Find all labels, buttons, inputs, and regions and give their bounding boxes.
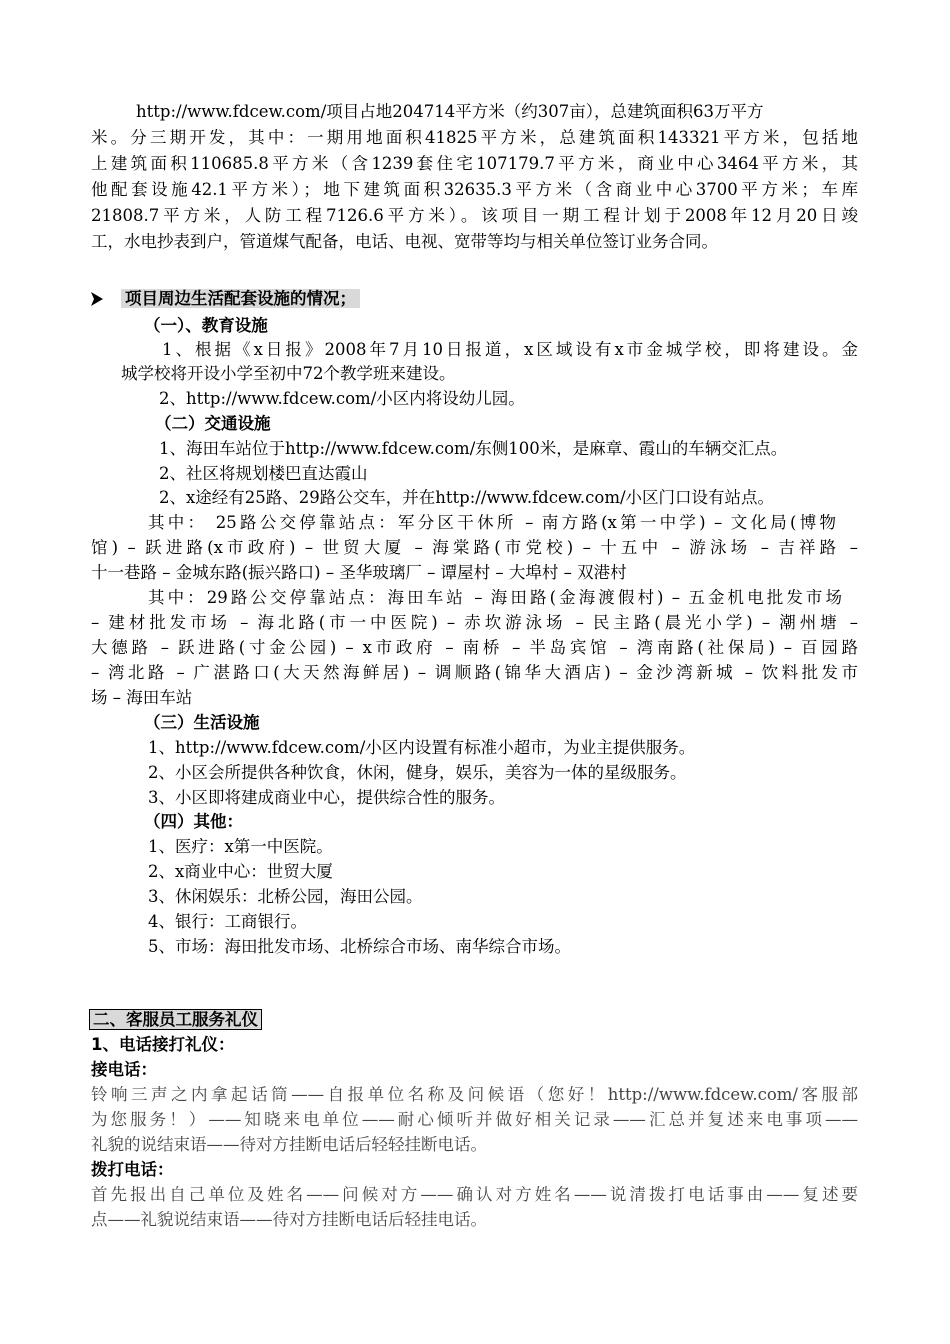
living-item-2: 2、小区会所提供各种饮食，休闲，健身，娱乐，美容为一体的星级服务。 [148,763,687,782]
transport-title: （二）交通设施 [155,414,271,433]
etiquette-section-title-text: 二、客服员工服务礼仪 [89,1009,262,1030]
intro-line-1: http://www.fdcew.com/项目占地204714平方米（约307亩），总建筑面积63万平方 [136,102,764,121]
arrow-bullet-icon [91,292,103,306]
phone-etiquette-title: 1、电话接打礼仪： [91,1035,235,1054]
transport-item-3: 2、x途经有25路、29路公交车，并在http://www.fdcew.com/小区门口设有站点。 [159,488,775,507]
facilities-heading-text: 项目周边生活配套设施的情况； [121,289,360,308]
transport-item-2: 2、社区将规划楼巴直达霞山 [159,464,368,483]
facilities-heading [121,287,360,311]
incoming-call-title: 接电话： [91,1060,157,1079]
bus29-line-1: 其中：29路公交停靠站点：海田车站 – 海田路(金海渡假村) – 五金机电批发市场 [148,588,842,607]
other-item-3: 3、休闲娱乐：北桥公园，海田公园。 [148,887,423,906]
education-item-1-line-2: 城学校将开设小学至初中72个教学班来建设。 [121,364,456,383]
bus25-line-2: 馆) – 跃进路(x市政府) – 世贸大厦 – 海棠路(市党校) – 十五中 – 游泳场 – 吉祥路 – [91,538,858,557]
outgoing-call-title: 拨打电话： [91,1160,174,1179]
incoming-call-line-3: 礼貌的说结束语——待对方挂断电话后轻轻挂断电话。 [91,1135,487,1154]
intro-line-6: 工，水电抄表到户，管道煤气配备，电话、电视、宽带等均与相关单位签订业务合同。 [91,232,718,251]
living-title: （三）生活设施 [144,713,260,732]
other-item-4: 4、银行：工商银行。 [148,912,307,931]
intro-line-5: 21808.7平方米，人防工程7126.6平方米）。该项目一期工程计划于2008年12月20日竣 [91,206,858,225]
education-item-1-line-1: 1、根据《x日报》2008年7月10日报道，x区域设有x市金城学校，即将建设。金 [162,340,858,359]
bus29-line-5: 场 – 海田车站 [91,688,193,707]
education-title: （一）、教育设施 [144,316,268,335]
outgoing-call-line-1: 首先报出自己单位及姓名——问候对方——确认对方姓名——说清拨打电话事由——复述要 [91,1185,858,1204]
bus25-line-1: 其中： 25路公交停靠站点：军分区干休所 – 南方路(x第一中学) – 文化局(博物 [148,513,836,532]
transport-item-1: 1、海田车站位于http://www.fdcew.com/东侧100米，是麻章、霞山的车辆交汇点。 [159,439,788,458]
other-item-5: 5、市场：海田批发市场、北桥综合市场、南华综合市场。 [148,937,571,956]
etiquette-section-title [89,1008,262,1032]
education-item-2: 2、http://www.fdcew.com/小区内将设幼儿园。 [159,389,525,408]
bus25-line-3: 十一巷路 – 金城东路(振兴路口) – 圣华玻璃厂 – 谭屋村 – 大埠村 – 双港村 [91,563,627,582]
living-item-1: 1、http://www.fdcew.com/小区内设置有标准小超市，为业主提供服务。 [148,738,696,757]
outgoing-call-line-2: 点——礼貌说结束语——待对方挂断电话后轻挂电话。 [91,1210,487,1229]
intro-line-2: 米。分三期开发，其中：一期用地面积41825平方米，总建筑面积143321平方米，包括地 [91,128,858,147]
bus29-line-2: – 建材批发市场 – 海北路(市一中医院) – 赤坎游泳场 – 民主路(晨光小学) – 潮州塘 – [91,613,858,632]
incoming-call-line-2: 为您服务！）——知晓来电单位——耐心倾听并做好相关记录——汇总并复述来电事项—— [91,1110,858,1129]
other-item-2: 2、x商业中心：世贸大厦 [148,862,333,881]
incoming-call-line-1: 铃响三声之内拿起话筒——自报单位名称及问候语（您好！http://www.fdcew.com/客服部 [91,1085,858,1104]
other-title: （四）其他： [144,812,243,831]
intro-line-4: 他配套设施42.1平方米）；地下建筑面积32635.3平方米（含商业中心3700平方米；车库 [91,180,858,199]
living-item-3: 3、小区即将建成商业中心，提供综合性的服务。 [148,788,505,807]
intro-line-3: 上建筑面积110685.8平方米（含1239套住宅107179.7平方米，商业中心3464平方米，其 [91,154,858,173]
other-item-1: 1、医疗：x第一中医院。 [148,837,333,856]
bus29-line-3: 大德路 – 跃进路(寸金公园) – x市政府 – 南桥 – 半岛宾馆 – 湾南路(社保局) – 百园路 [91,638,858,657]
bus29-line-4: – 湾北路 – 广湛路口(大天然海鲜居) – 调顺路(锦华大酒店) – 金沙湾新城 – 饮料批发市 [91,663,858,682]
